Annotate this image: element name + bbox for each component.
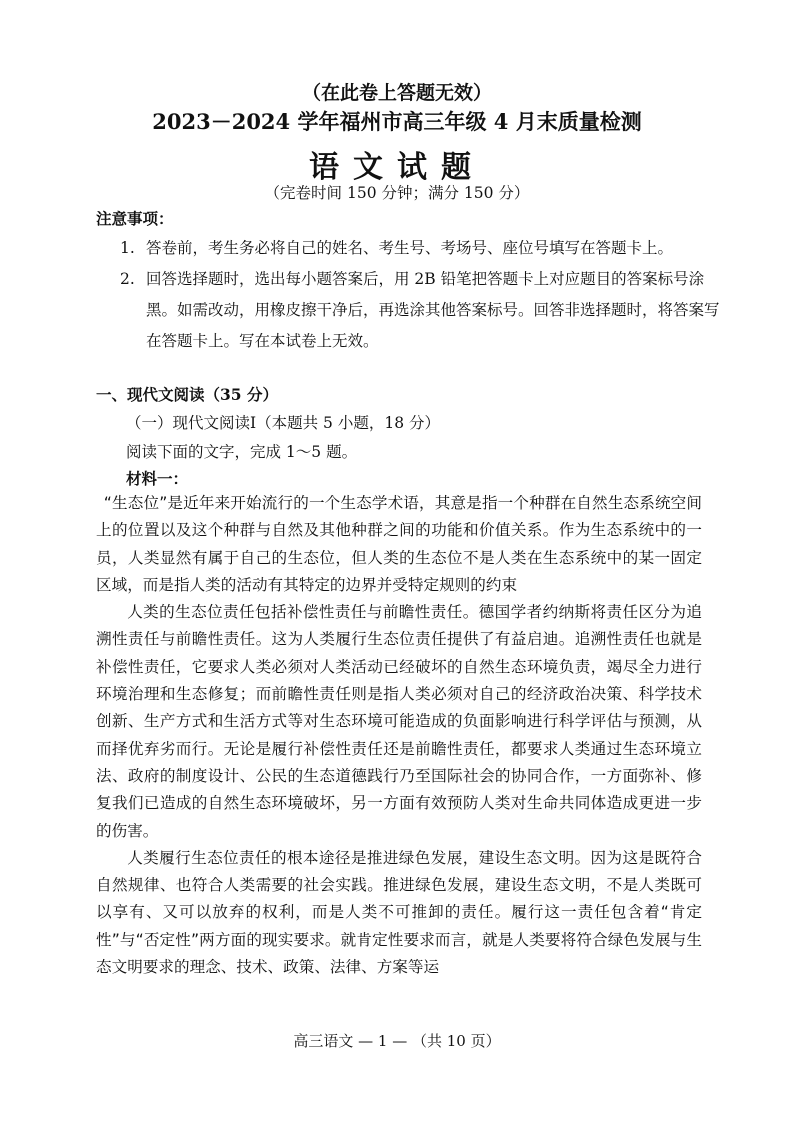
attention-item-2 [120, 264, 726, 357]
attention-item-text: 回答选择题时，选出每小题答案后，用 2B 铅笔把答题卡上对应题目的答案标号涂黑。如需改动，用橡皮擦干净后，再选涂其他答案标号。回答非选择题时，将答案写在答题卡上。写在本试卷上无效。 [146, 270, 720, 350]
reading-passage [96, 490, 702, 981]
material-label: 材料一： [126, 469, 189, 488]
subject-title: 语文试题 [309, 150, 485, 185]
attention-item-text: 答卷前，考生务必将自己的姓名、考生号、考场号、座位号填写在答题卡上。 [146, 239, 674, 257]
invalid-answer-notice: （在此卷上答题无效） [301, 82, 492, 104]
attention-heading: 注意事项： [96, 209, 174, 228]
passage-paragraph: 人类的生态位责任包括补偿性责任与前瞻性责任。德国学者约纳斯将责任区分为追溯性责任与前瞻性责任。这为人类履行生态位责任提供了有益启迪。追溯性责任也就是补偿性责任，它要求人类必须对人类活动已经破坏的自然生态环境负责，竭尽全力进行环境治理和生态修复；而前瞻性责任则是指人类必须对自己的经济政治决策、科学技术创新、生产方式和生活方式等对生态环境可能造成的负面影响进行科学评估与预测，从而择优弃劣而行。无论是履行补偿性责任还是前瞻性责任，都要求人类通过生态环境立法、政府的制度设计、公民的生态道德践行乃至国际社会的协同合作，一方面弥补、修复我们已造成的自然生态环境破坏，另一方面有效预防人类对生命共同体造成更进一步的伤害。 [96, 603, 702, 840]
section-heading: 一、现代文阅读（35 分） [96, 385, 278, 404]
attention-item-number: 2. [120, 270, 135, 288]
time-score-info: （完卷时间 150 分钟；满分 150 分） [264, 184, 530, 202]
passage-paragraph: 人类履行生态位责任的根本途径是推进绿色发展，建设生态文明。因为这是既符合自然规律、也符合人类需要的社会实践。推进绿色发展，建设生态文明，不是人类既可以享有、又可以放弃的权利，而是人类不可推卸的责任。履行这一责任包含着“肯定性”与“否定性”两方面的现实要求。就肯定性要求而言，就是人类要将符合绿色发展与生态文明要求的理念、技术、政策、法律、方案等运 [96, 848, 702, 977]
reading-instruction: 阅读下面的文字，完成 1～5 题。 [126, 443, 358, 461]
exam-title: 2023－2024 学年福州市高三年级 4 月末质量检测 [152, 109, 642, 134]
subsection-heading: （一）现代文阅读Ⅰ（本题共 5 小题，18 分） [126, 414, 440, 432]
page-footer: 高三语文 — 1 — （共 10 页） [293, 1032, 501, 1050]
attention-item-number: 1. [120, 239, 135, 257]
passage-paragraph: “生态位”是近年来开始流行的一个生态学术语，其意是指一个种群在自然生态系统空间上的位置以及这个种群与自然及其他种群之间的功能和价值关系。作为生态系统中的一员，人类显然有属于自己的生态位，但人类的生态位不是人类在生态系统中的某一固定区域，而是指人类的活动有其特定的边界并受特定规则的约束 [96, 494, 702, 594]
attention-item-1 [120, 233, 700, 264]
